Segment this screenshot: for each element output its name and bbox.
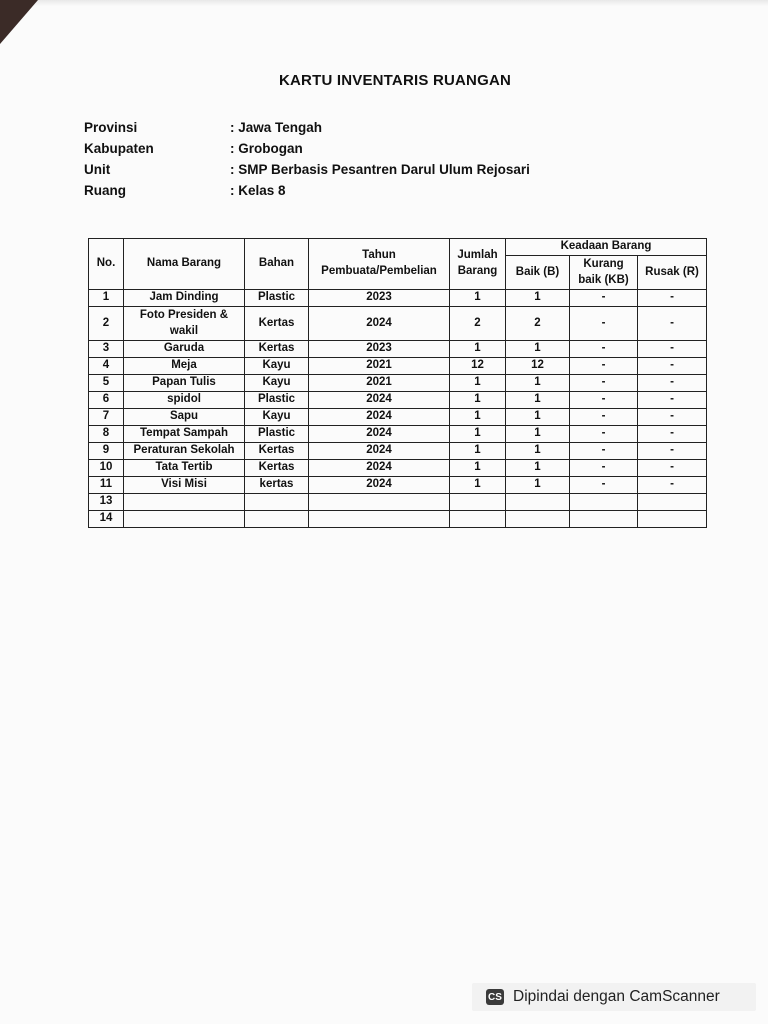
cell-kurang: - [570,375,638,392]
cell-tahun: 2024 [309,460,450,477]
cell-bahan: Kertas [245,341,309,358]
cell-nama: spidol [124,392,245,409]
cell-baik: 1 [506,375,570,392]
cell-jumlah: 12 [450,358,506,375]
header-kurang-baik: Kurang baik (KB) [570,256,638,290]
cell-rusak: - [638,443,707,460]
cell-kurang [570,511,638,528]
cell-bahan: Kayu [245,409,309,426]
cell-bahan [245,511,309,528]
cell-jumlah: 2 [450,307,506,341]
cell-baik [506,494,570,511]
cell-jumlah [450,494,506,511]
cell-no: 8 [89,426,124,443]
info-value: : Jawa Tengah [230,120,323,135]
cell-no: 4 [89,358,124,375]
cell-tahun: 2023 [309,290,450,307]
cell-kurang: - [570,409,638,426]
inventory-table [88,238,707,528]
cell-jumlah: 1 [450,443,506,460]
header-baik: Baik (B) [506,256,570,290]
cell-nama: Sapu [124,409,245,426]
cell-kurang: - [570,477,638,494]
info-value: : SMP Berbasis Pesantren Darul Ulum Rejosari [230,162,530,177]
cell-tahun: 2021 [309,358,450,375]
table-row [89,409,707,426]
header-bahan: Bahan [245,239,309,290]
cell-tahun: 2024 [309,443,450,460]
cell-baik: 1 [506,460,570,477]
cell-bahan: Plastic [245,426,309,443]
cell-nama: Peraturan Sekolah [124,443,245,460]
cell-jumlah: 1 [450,341,506,358]
info-block [84,117,530,201]
cell-jumlah: 1 [450,460,506,477]
cell-no: 3 [89,341,124,358]
cell-jumlah: 1 [450,409,506,426]
cell-baik: 1 [506,341,570,358]
cell-rusak: - [638,409,707,426]
cell-kurang: - [570,460,638,477]
cell-baik: 1 [506,443,570,460]
page-edge [0,0,768,6]
document-title: KARTU INVENTARIS RUANGAN [278,72,512,89]
cell-nama: Tata Tertib [124,460,245,477]
cell-tahun [309,511,450,528]
cell-nama: Papan Tulis [124,375,245,392]
header-tahun: Tahun Pembuata/Pembelian [309,239,450,290]
cell-rusak: - [638,375,707,392]
info-row-unit [84,159,530,180]
cell-no: 13 [89,494,124,511]
info-label: Unit [84,162,111,177]
cell-jumlah: 1 [450,477,506,494]
cell-rusak: - [638,290,707,307]
cell-tahun: 2023 [309,341,450,358]
cell-no: 1 [89,290,124,307]
table-row [89,511,707,528]
cell-no: 7 [89,409,124,426]
cell-bahan: Kertas [245,443,309,460]
cell-no: 5 [89,375,124,392]
cell-rusak: - [638,307,707,341]
cell-bahan: Plastic [245,392,309,409]
header-nama-barang: Nama Barang [124,239,245,290]
table-row [89,443,707,460]
cell-tahun: 2024 [309,307,450,341]
info-row-kabupaten [84,138,530,159]
cell-kurang: - [570,290,638,307]
scan-corner-shadow [0,0,38,44]
cell-jumlah [450,511,506,528]
cell-rusak [638,511,707,528]
cell-baik: 1 [506,426,570,443]
cell-rusak: - [638,341,707,358]
cell-baik [506,511,570,528]
cell-baik: 1 [506,477,570,494]
cell-bahan: Kertas [245,307,309,341]
info-label: Ruang [84,183,126,198]
cell-kurang: - [570,358,638,375]
cell-baik: 1 [506,290,570,307]
table-row [89,358,707,375]
info-row-provinsi [84,117,530,138]
table-row [89,341,707,358]
info-value: : Kelas 8 [230,183,286,198]
cell-baik: 1 [506,392,570,409]
cell-tahun: 2024 [309,426,450,443]
cell-bahan [245,494,309,511]
table-row [89,307,707,341]
cell-nama: Meja [124,358,245,375]
cell-baik: 2 [506,307,570,341]
cell-no: 6 [89,392,124,409]
cell-nama [124,511,245,528]
table-row [89,392,707,409]
cell-kurang: - [570,392,638,409]
cell-jumlah: 1 [450,290,506,307]
cell-tahun [309,494,450,511]
table-row [89,477,707,494]
cell-kurang: - [570,443,638,460]
info-value: : Grobogan [230,141,303,156]
info-row-ruang [84,180,530,201]
cell-bahan: Kayu [245,358,309,375]
cell-baik: 12 [506,358,570,375]
table-body [89,290,707,528]
cell-jumlah: 1 [450,392,506,409]
cell-nama: Tempat Sampah [124,426,245,443]
cell-nama: Foto Presiden & wakil [124,307,245,341]
cell-baik: 1 [506,409,570,426]
cell-tahun: 2024 [309,409,450,426]
cell-no: 11 [89,477,124,494]
cell-no: 9 [89,443,124,460]
table-row [89,494,707,511]
header-no: No. [89,239,124,290]
cell-tahun: 2024 [309,477,450,494]
cell-bahan: Kertas [245,460,309,477]
cell-bahan: Kayu [245,375,309,392]
table-row [89,460,707,477]
cell-kurang [570,494,638,511]
cell-bahan: kertas [245,477,309,494]
cell-kurang: - [570,307,638,341]
header-jumlah: Jumlah Barang [450,239,506,290]
cell-kurang: - [570,341,638,358]
header-keadaan-barang: Keadaan Barang [506,239,707,256]
cell-nama [124,494,245,511]
cell-rusak: - [638,477,707,494]
cell-jumlah: 1 [450,375,506,392]
table-row [89,426,707,443]
table-row [89,290,707,307]
cell-tahun: 2024 [309,392,450,409]
table-header-row [89,239,707,256]
cell-jumlah: 1 [450,426,506,443]
info-label: Provinsi [84,120,138,135]
camscanner-text: Dipindai dengan CamScanner [513,988,720,1005]
cell-no: 2 [89,307,124,341]
info-label: Kabupaten [84,141,154,156]
cell-no: 14 [89,511,124,528]
cell-rusak [638,494,707,511]
camscanner-badge [472,983,756,1011]
cell-nama: Jam Dinding [124,290,245,307]
cell-nama: Garuda [124,341,245,358]
table-row [89,375,707,392]
cell-bahan: Plastic [245,290,309,307]
cell-nama: Visi Misi [124,477,245,494]
camscanner-logo-icon: CS [486,989,504,1005]
cell-rusak: - [638,392,707,409]
cell-tahun: 2021 [309,375,450,392]
cell-rusak: - [638,426,707,443]
cell-rusak: - [638,460,707,477]
cell-no: 10 [89,460,124,477]
header-rusak: Rusak (R) [638,256,707,290]
cell-kurang: - [570,426,638,443]
cell-rusak: - [638,358,707,375]
